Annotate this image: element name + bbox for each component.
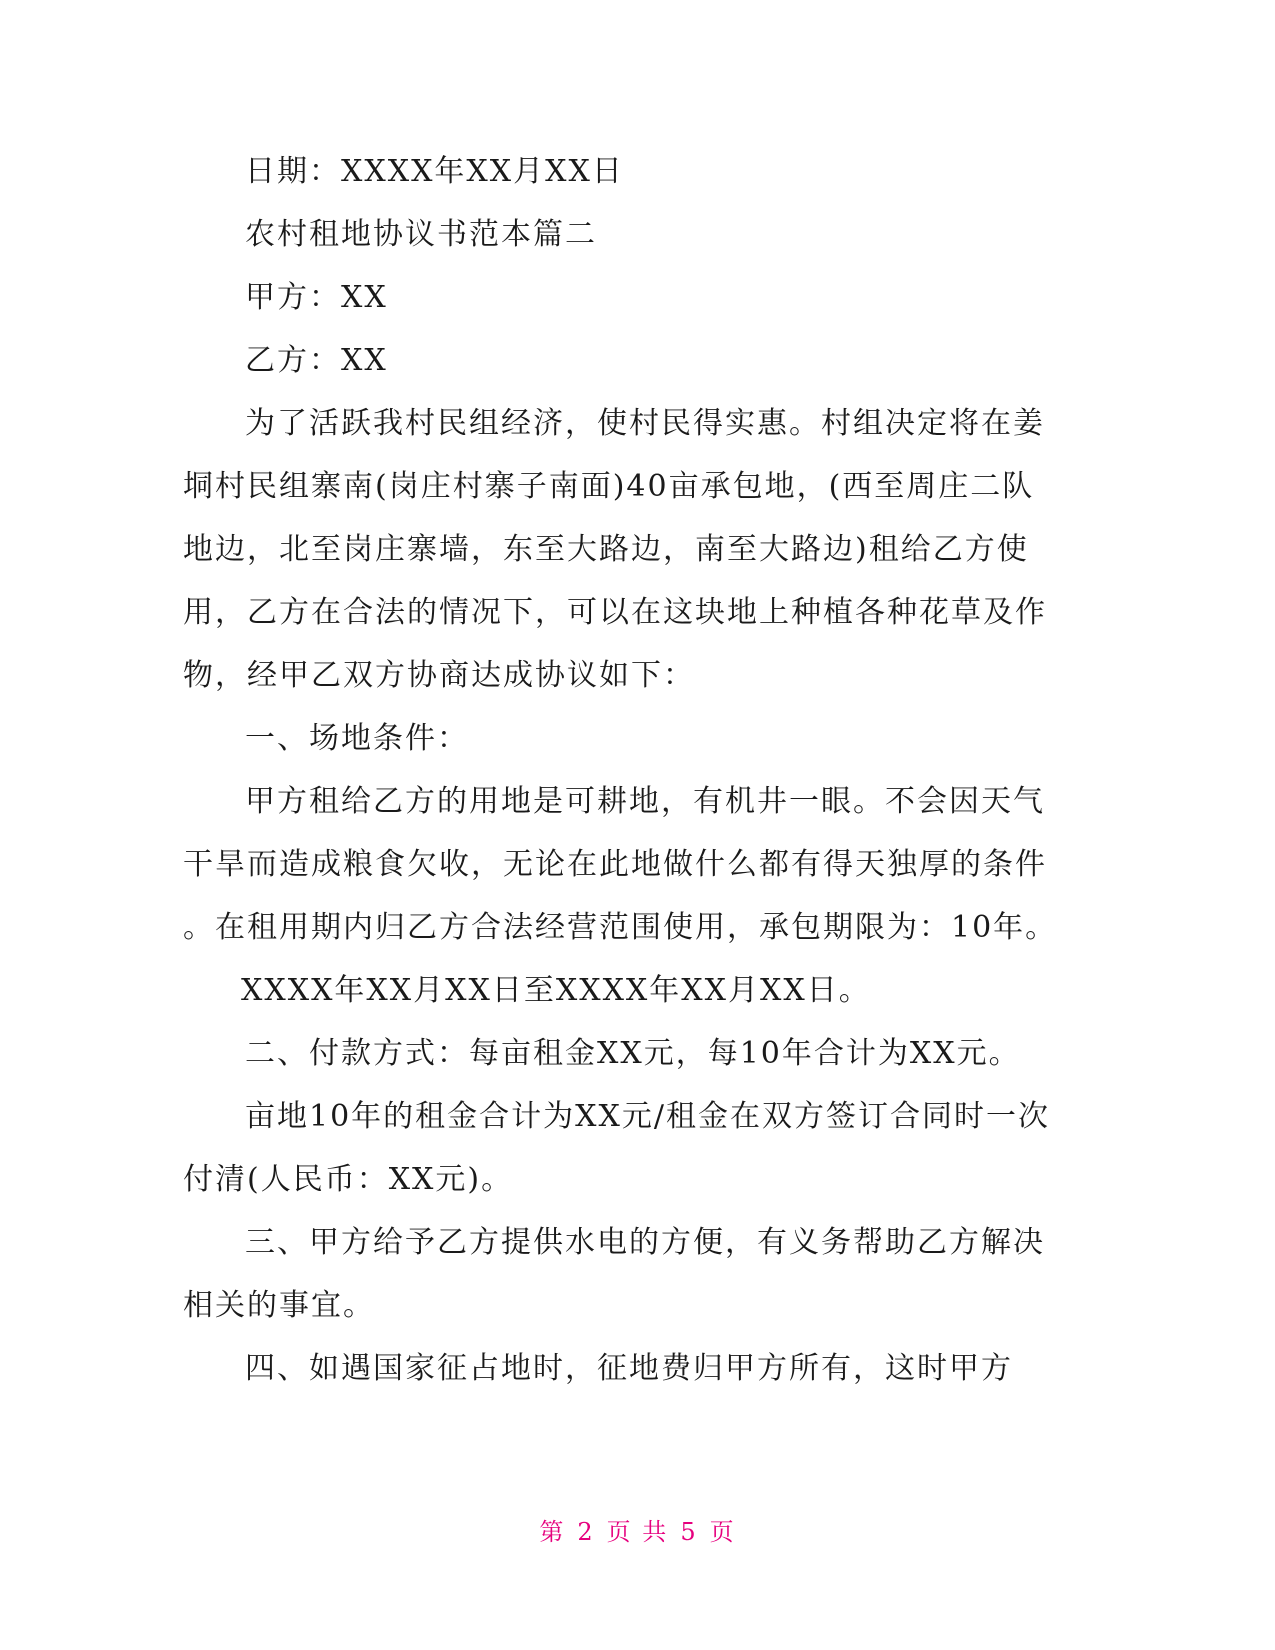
document-body bbox=[183, 140, 1063, 1400]
clause-heading: 四、如遇国家征占地时，征地费归甲方所有，这时甲方 bbox=[245, 1351, 1013, 1386]
paragraph-line: 亩地10年的租金合计为XX元/租金在双方签订合同时一次 bbox=[245, 1099, 1050, 1134]
date-line: 日期：XXXX年XX月XX日 bbox=[245, 154, 624, 189]
paragraph-line: 物，经甲乙双方协商达成协议如下： bbox=[183, 658, 695, 693]
page-footer bbox=[0, 1512, 1275, 1547]
paragraph-line: 为了活跃我村民组经济，使村民得实惠。村组决定将在姜 bbox=[245, 406, 1045, 441]
paragraph-line: 甲方租给乙方的用地是可耕地，有机井一眼。不会因天气 bbox=[245, 784, 1045, 819]
paragraph-line: 相关的事宜。 bbox=[183, 1288, 375, 1323]
clause-heading: 三、甲方给予乙方提供水电的方便，有义务帮助乙方解决 bbox=[245, 1225, 1045, 1260]
paragraph-line: XXXX年XX月XX日至XXXX年XX月XX日。 bbox=[241, 973, 871, 1008]
paragraph-line: 干旱而造成粮食欠收，无论在此地做什么都有得天独厚的条件 bbox=[183, 847, 1047, 882]
footer-current-page: 2 bbox=[577, 1518, 595, 1546]
footer-total-pages: 5 bbox=[680, 1518, 698, 1546]
footer-prefix: 第 bbox=[539, 1518, 566, 1546]
paragraph-line: 垌村民组寨南(岗庄村寨子南面)40亩承包地，(西至周庄二队 bbox=[183, 469, 1035, 504]
paragraph-line: 地边，北至岗庄寨墙，东至大路边，南至大路边)租给乙方使 bbox=[183, 532, 1029, 567]
paragraph-line: 。在租用期内归乙方合法经营范围使用，承包期限为：10年。 bbox=[183, 910, 1058, 945]
clause-heading: 二、付款方式：每亩租金XX元，每10年合计为XX元。 bbox=[245, 1036, 1021, 1071]
paragraph-line: 付清(人民币：XX元)。 bbox=[183, 1162, 514, 1197]
paragraph-line: 用，乙方在合法的情况下，可以在这块地上种植各种花草及作 bbox=[183, 595, 1047, 630]
section-title: 农村租地协议书范本篇二 bbox=[245, 217, 597, 252]
footer-suffix: 页 bbox=[709, 1518, 736, 1546]
party-b-line: 乙方：XX bbox=[245, 343, 388, 378]
party-a-line: 甲方：XX bbox=[245, 280, 388, 315]
clause-heading: 一、场地条件： bbox=[245, 721, 469, 756]
footer-middle: 页 共 bbox=[606, 1518, 669, 1546]
